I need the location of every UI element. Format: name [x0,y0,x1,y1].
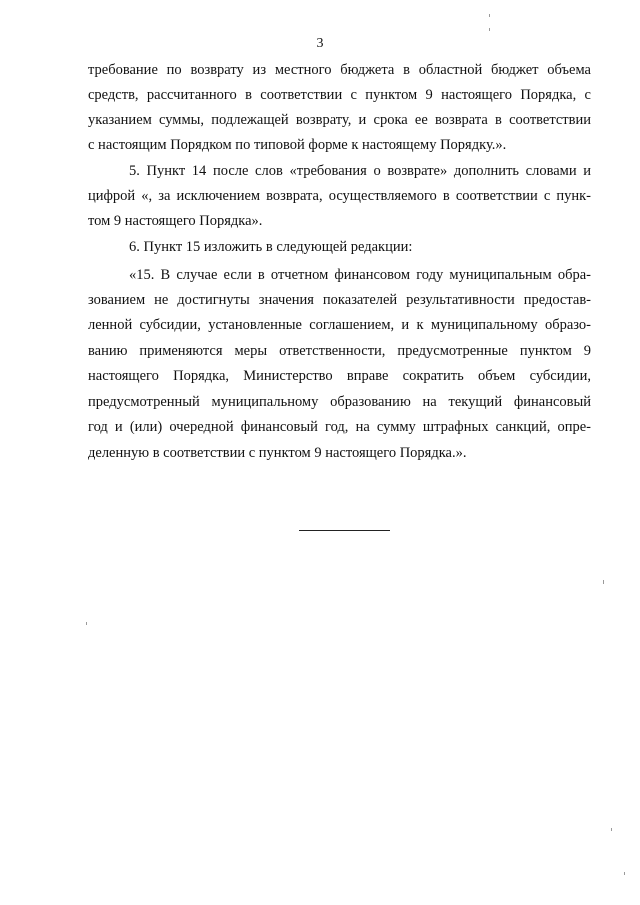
paragraph-4-line-7: год и (или) очередной финансовый год, на сумму штрафных санкций, опре- [88,419,591,435]
paragraph-4-line-5: настоящего Порядка, Министерство вправе сократить объем субсидии, [88,368,591,384]
paragraph-2-line-3: том 9 настоящего Порядка». [88,213,263,229]
paragraph-2-line-1: 5. Пункт 14 после слов «требования о возврате» дополнить словами и [129,163,591,179]
paragraph-4-line-2: зованием не достигнуты значения показателей результативности предостав- [88,292,591,308]
paragraph-1-line-2: средств, рассчитанного в соответствии с пунктом 9 настоящего Порядка, с [88,87,591,103]
paragraph-4-line-1: «15. В случае если в отчетном финансовом году муниципальным обра- [129,267,591,283]
paragraph-3-line-1: 6. Пункт 15 изложить в следующей редакции: [129,239,413,255]
scan-speck [611,828,612,831]
paragraph-2-line-2: цифрой «, за исключением возврата, осуществляемого в соответствии с пунк- [88,188,591,204]
paragraph-1-line-1: требование по возврату из местного бюджета в областной бюджет объема [88,62,591,78]
paragraph-4-line-6: предусмотренный муниципальному образованию на текущий финансовый [88,394,591,410]
end-divider-line [299,530,390,531]
scan-speck [489,28,490,31]
paragraph-4-line-8: деленную в соответствии с пунктом 9 настоящего Порядка.». [88,445,467,461]
paragraph-1-line-4: с настоящим Порядком по типовой форме к настоящему Порядку.». [88,137,507,153]
paragraph-4-line-3: ленной субсидии, установленные соглашением, и к муниципальному образо- [88,317,591,333]
scan-speck [603,580,604,584]
paragraph-1-line-3: указанием суммы, подлежащей возврату, и срока ее возврата в соответствии [88,112,591,128]
page-number: 3 [316,36,324,51]
scan-speck [86,622,87,625]
scan-speck [489,14,490,17]
scan-speck [624,872,625,875]
paragraph-4-line-4: ванию применяются меры ответственности, предусмотренные пунктом 9 [88,343,591,359]
